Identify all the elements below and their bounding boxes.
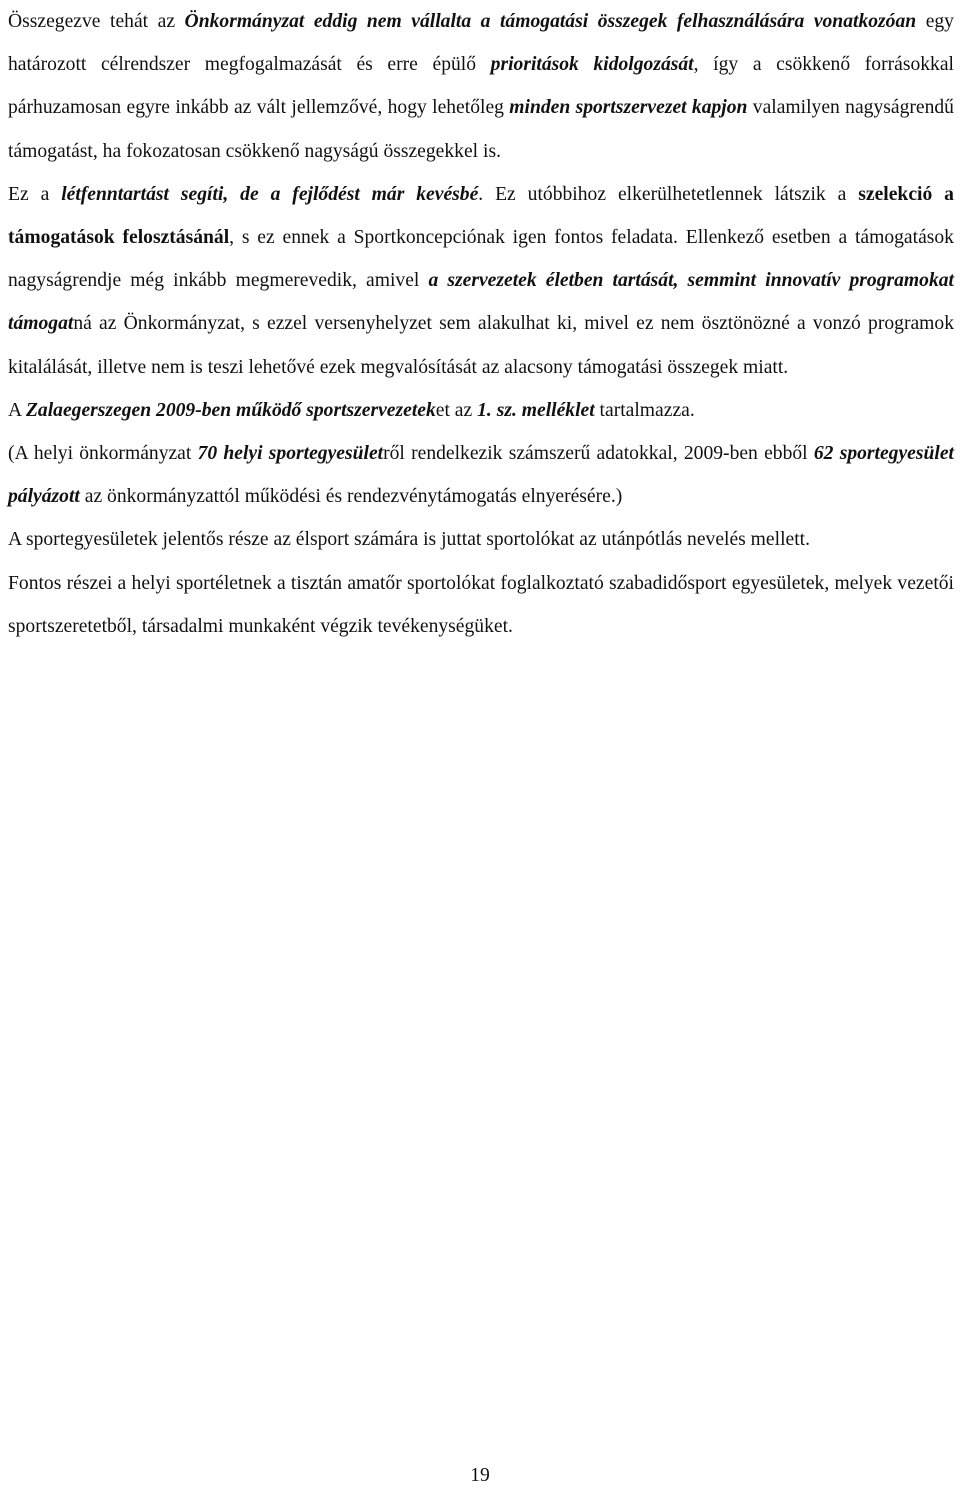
paragraph-2 <box>8 173 954 389</box>
emphasis-text: létfenntartást segíti, de a fejlődést már kevésbé <box>61 183 479 205</box>
text-run: A sportegyesületek jelentős része az élsport számára is juttat sportolókat az utánpótlás nevelés mellett. <box>8 529 810 551</box>
emphasis-text: prioritások kidolgozását <box>490 54 694 76</box>
emphasis-text: 62 sportegyesület pályázott <box>8 443 954 508</box>
emphasis-text: minden sportszervezet kapjon <box>509 97 748 119</box>
text-run: Összegezve tehát az <box>8 11 185 32</box>
text-run: ről rendelkezik számszerű adatokkal, 2009-ben ebből <box>383 443 814 465</box>
paragraph-5 <box>8 518 954 561</box>
emphasis-text: 1. sz. melléklet <box>477 399 595 421</box>
paragraph-3 <box>8 389 954 432</box>
text-run: (A helyi önkormányzat <box>8 443 198 465</box>
emphasis-text: 70 helyi sportegyesület <box>197 443 384 465</box>
text-run: tartalmazza. <box>594 399 695 421</box>
emphasis-text: Zalaegerszegen 2009-ben működő sportszervezetek <box>25 399 436 421</box>
text-run: egy határozott célrendszer megfogalmazását és erre épülő <box>8 11 954 76</box>
text-run: ná az Önkormányzat, s ezzel versenyhelyzet sem alakulhat ki, mivel ez nem ösztönözné a vonzó programok kitalálását, illetve nem is teszi lehetővé ezek megvalósítását az alacsony támogatási összegek miatt. <box>8 313 954 378</box>
bold-text: szelekció a támogatások felosztásánál <box>8 183 954 249</box>
page-number: 19 <box>470 1465 490 1486</box>
paragraph-1 <box>8 0 954 173</box>
paragraph-4 <box>8 432 954 518</box>
emphasis-text: Önkormányzat eddig nem vállalta a támogatási összegek felhasználására vonatkozóan <box>184 11 917 32</box>
document-page <box>8 0 954 648</box>
text-run: A <box>8 399 26 421</box>
body-text <box>8 0 954 648</box>
text-run: et az <box>435 399 478 421</box>
text-run: valamilyen nagyságrendű támogatást, ha fokozatosan csökkenő nagyságú összegekkel is. <box>8 97 954 162</box>
paragraph-6 <box>8 562 954 648</box>
text-run: , s ez ennek a Sportkoncepciónak igen fontos feladata. Ellenkező esetben a támogatások nagyságrendje még inkább megmerevedik, amivel <box>8 227 954 292</box>
text-run: , így a csökkenő forrásokkal párhuzamosan egyre inkább az vált jellemzővé, hogy lehetőleg <box>8 54 954 119</box>
emphasis-text: a szervezetek életben tartását, semmint innovatív programokat támogat <box>8 270 954 335</box>
text-run: Fontos részei a helyi sportéletnek a tisztán amatőr sportolókat foglalkoztató szabadidősport egyesületek, melyek vezetői sportszeretetből, társadalmi munkaként végzik tevékenységüket. <box>8 572 954 637</box>
text-run: az önkormányzattól működési és rendezvénytámogatás elnyerésére.) <box>79 486 623 508</box>
text-run: Ez a <box>8 183 62 205</box>
text-run: . Ez utóbbihoz elkerülhetetlennek látszik a <box>478 183 859 205</box>
